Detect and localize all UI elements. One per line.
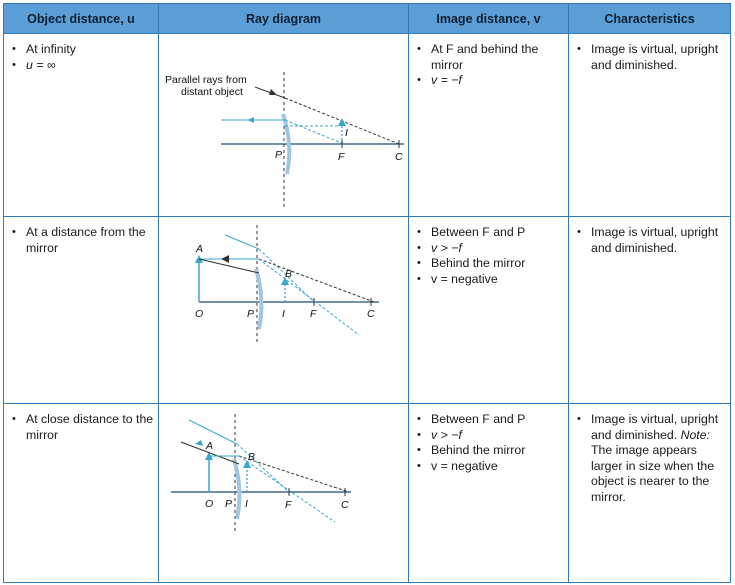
note-text: The image appears larger in size when the object is nearer to the mirror. (591, 443, 715, 504)
convex-mirror-image-table (3, 3, 731, 583)
ray-diagram-cell (159, 404, 409, 583)
list-item: • u = ∞ (12, 58, 154, 74)
list-item: • At infinity (12, 42, 154, 58)
header-object-distance: Object distance, u (4, 4, 159, 34)
label-centre: C (367, 308, 375, 320)
list-item (577, 412, 726, 505)
virtual-ray (259, 259, 374, 302)
image-distance-cell (409, 34, 569, 217)
ray-arrowhead (221, 255, 229, 263)
comparison-table-wrapper (3, 3, 730, 580)
table-row (4, 404, 731, 583)
characteristics-text: Image is virtual, upright and diminished. (591, 412, 719, 442)
virtual-ray (285, 120, 344, 144)
label-focus: F (285, 499, 292, 511)
image-arrowhead (338, 118, 346, 126)
object-distance-cell (4, 404, 159, 583)
table-row (4, 217, 731, 404)
label-pole: P (225, 498, 233, 510)
label-object-tip: A (196, 243, 204, 255)
ray-arrowhead (269, 89, 277, 95)
virtual-ray (259, 259, 359, 335)
list-item: • v > −f (417, 241, 564, 257)
label-pole: P (275, 149, 283, 161)
header-characteristics: Characteristics (569, 4, 731, 34)
list-item: • At close distance to the mirror (12, 412, 154, 443)
list-item: • Image is virtual, upright and diminished. (577, 42, 726, 73)
characteristics-cell (569, 217, 731, 404)
ray-arrowhead (247, 117, 254, 123)
ray-arrowhead (195, 440, 203, 446)
header-ray-diagram: Ray diagram (159, 4, 409, 34)
label-pole: P (247, 308, 255, 320)
note-label: Note: (680, 427, 710, 442)
diagram-caption: distant object (181, 86, 243, 98)
label-image-tip: B (248, 451, 256, 463)
ray-diagram-cell (159, 217, 409, 404)
list-item: • Between F and P (417, 412, 564, 428)
image-distance-cell (409, 404, 569, 583)
ray-diagram-distance (159, 217, 407, 401)
diagram-caption: Parallel rays from (165, 74, 247, 86)
object-distance-cell (4, 217, 159, 404)
list-item: • v = negative (417, 459, 564, 475)
label-centre: C (395, 151, 403, 163)
characteristics-cell (569, 34, 731, 217)
label-focus: F (338, 151, 345, 163)
table-row (4, 34, 731, 217)
list-item: • Between F and P (417, 225, 564, 241)
list-item: • v = negative (417, 272, 564, 288)
header-image-distance: Image distance, v (409, 4, 569, 34)
ray-diagram-close (159, 404, 407, 580)
label-object-base: O (205, 498, 214, 510)
object-distance-cell (4, 34, 159, 217)
label-focus: F (310, 308, 317, 320)
list-item: • v > −f (417, 428, 564, 444)
list-item: • Image is virtual, upright and diminished. (577, 225, 726, 256)
image-distance-cell (409, 217, 569, 404)
label-image-tip: B (285, 268, 293, 280)
label-image: I (345, 127, 348, 139)
ray-diagram-infinity (159, 34, 407, 214)
label-centre: C (341, 499, 349, 511)
list-item: • At a distance from the mirror (12, 225, 154, 256)
ray-diagram-cell (159, 34, 409, 217)
characteristics-cell (569, 404, 731, 583)
label-object-tip: A (206, 440, 214, 452)
virtual-ray (239, 456, 335, 522)
header-row (4, 4, 731, 34)
label-image: I (245, 498, 248, 510)
list-item: • At F and behind the mirror (417, 42, 564, 73)
list-item: • v = −f (417, 73, 564, 89)
label-object-base: O (195, 308, 204, 320)
incident-ray (255, 87, 263, 90)
incident-ray (225, 235, 259, 249)
list-item: • Behind the mirror (417, 256, 564, 272)
list-item: • Behind the mirror (417, 443, 564, 459)
label-image: I (282, 308, 285, 320)
